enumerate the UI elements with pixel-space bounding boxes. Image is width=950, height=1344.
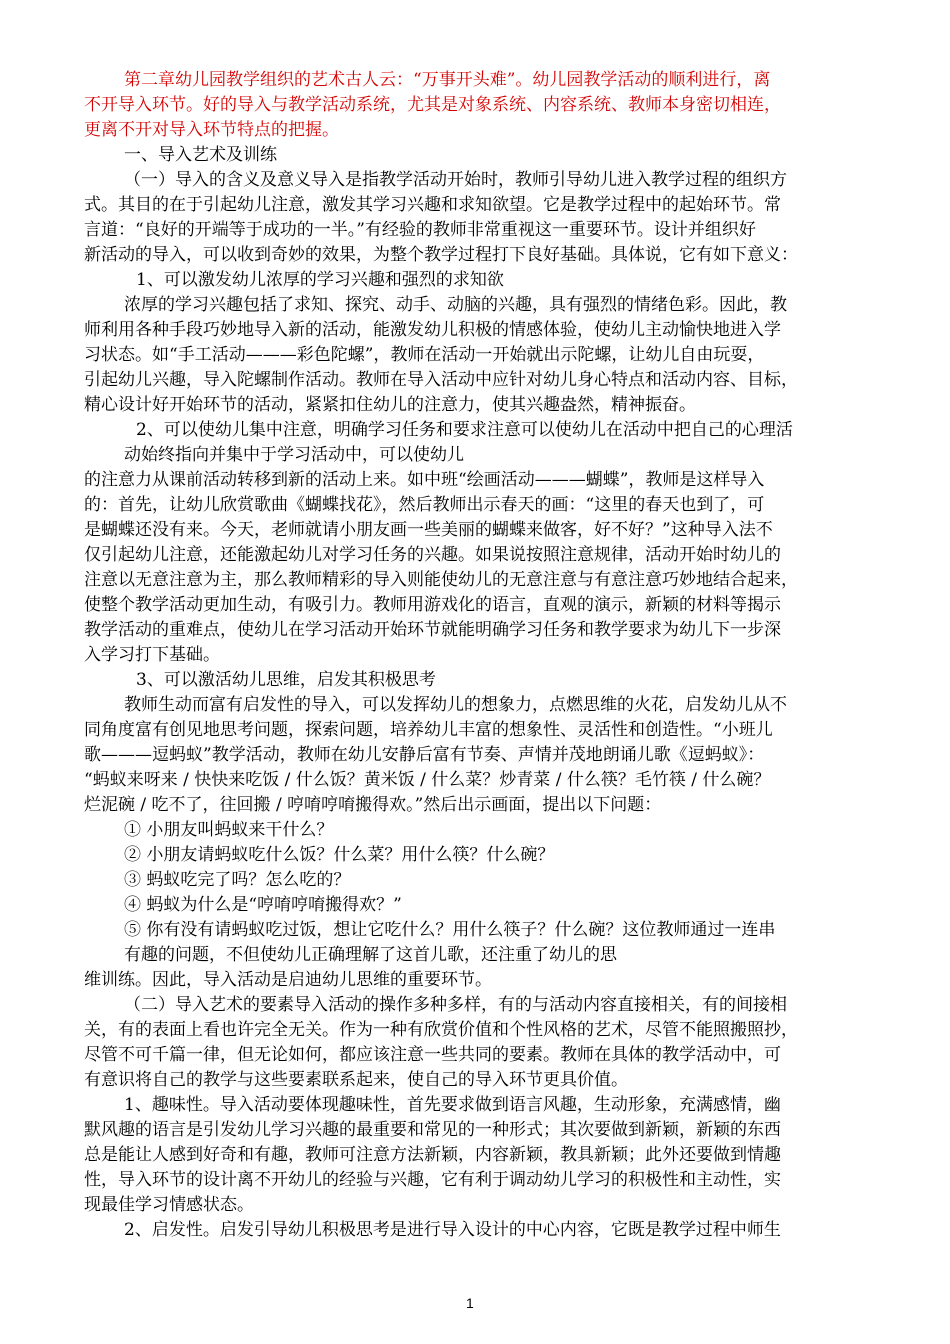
paragraph-line: 浓厚的学习兴趣包括了求知、探究、动手、动脑的兴趣，具有强烈的情绪色彩。因此，教 [124,295,787,315]
subheading: 1、可以激发幼儿浓厚的学习兴趣和强烈的求知欲 [136,270,504,290]
paragraph-line: 师利用各种手段巧妙地导入新的活动，能激发幼儿积极的情感体验，使幼儿主动愉快地进入学 [84,320,781,340]
paragraph-line: 式。其目的在于引起幼儿注意，激发其学习兴趣和求知欲望。它是教学过程中的起始环节。常 [84,195,781,215]
paragraph-line: 尽管不可千篇一律，但无论如何，都应该注意一些共同的要素。教师在具体的教学活动中，可 [84,1045,781,1065]
paragraph-line: 2、启发性。启发引导幼儿积极思考是进行导入设计的中心内容，它既是教学过程中师生 [124,1220,781,1240]
list-item: ⑤ 你有没有请蚂蚁吃过饭，想让它吃什么？用什么筷子？什么碗？这位教师通过一连串 [124,920,776,940]
paragraph-line: 习状态。如“手工活动———彩色陀螺”，教师在活动一开始就出示陀螺，让幼儿自由玩耍， [84,345,765,365]
paragraph-line: 注意以无意注意为主，那么教师精彩的导入则能使幼儿的无意注意与有意注意巧妙地结合起来， [84,570,798,590]
paragraph-line: 有意识将自己的教学与这些要素联系起来，使自己的导入环节更具价值。 [84,1070,628,1090]
paragraph-line: 烂泥碗 / 吃不了，往回搬 / 哼唷哼唷搬得欢。”然后出示画面，提出以下问题： [84,795,662,815]
subheading: 3、可以激活幼儿思维，启发其积极思考 [136,670,436,690]
paragraph-line: 同角度富有创见地思考问题，探索问题，培养幼儿丰富的想象性、灵活性和创造性。“小班儿 [84,720,773,740]
paragraph-line: （一）导入的含义及意义导入是指教学活动开始时，教师引导幼儿进入教学过程的组织方 [124,170,787,190]
list-item: ④ 蚂蚁为什么是“哼唷哼唷搬得欢？” [124,895,402,915]
paragraph-line: 入学习打下基础。 [84,645,220,665]
paragraph-line: 总是能让人感到好奇和有趣，教师可注意方法新颖，内容新颖，教具新颖；此外还要做到情趣 [84,1145,781,1165]
paragraph-line: 的注意力从课前活动转移到新的活动上来。如中班“绘画活动———蝴蝶”，教师是这样导入 [84,470,765,490]
subheading: 2、可以使幼儿集中注意，明确学习任务和要求注意可以使幼儿在活动中把自己的心理活 [136,420,793,440]
paragraph-line: 关，有的表面上看也许完全无关。作为一种有欣赏价值和个性风格的艺术，尽管不能照搬照抄， [84,1020,798,1040]
paragraph-line: 性，导入环节的设计离不开幼儿的经验与兴趣，它有利于调动幼儿学习的积极性和主动性，实 [84,1170,781,1190]
paragraph-line: “蚂蚁来呀来 / 快快来吃饭 / 什么饭？黄米饭 / 什么菜？炒青菜 / 什么筷？毛竹筷 / 什么碗？ [84,770,771,790]
paragraph-line: 引起幼儿兴趣，导入陀螺制作活动。教师在导入活动中应针对幼儿身心特点和活动内容、目标， [84,370,798,390]
paragraph-line: 有趣的问题，不但使幼儿正确理解了这首儿歌，还注重了幼儿的思 [124,945,617,965]
paragraph-line: 教师生动而富有启发性的导入，可以发挥幼儿的想象力，点燃思维的火花，启发幼儿从不 [124,695,787,715]
paragraph-line: 言道：“良好的开端等于成功的一半。”有经验的教师非常重视这一重要环节。设计并组织好 [84,220,756,240]
paragraph-line: 默风趣的语言是引发幼儿学习兴趣的最重要和常见的一种形式；其次要做到新颖，新颖的东西 [84,1120,781,1140]
paragraph-line: 使整个教学活动更加生动，有吸引力。教师用游戏化的语言，直观的演示，新颖的材料等揭示 [84,595,781,615]
paragraph-line: 精心设计好开始环节的活动，紧紧扣住幼儿的注意力，使其兴趣盎然，精神振奋。 [84,395,696,415]
paragraph-line: 现最佳学习情感状态。 [84,1195,254,1215]
paragraph-line: 更离不开对导入环节特点的把握。 [84,120,339,140]
page-number: 1 [466,1295,474,1311]
section-heading: 一、导入艺术及训练 [124,145,277,165]
paragraph-line: 1、趣味性。导入活动要体现趣味性，首先要求做到语言风趣，生动形象，充满感情，幽 [124,1095,781,1115]
paragraph-line: 是蝴蝶还没有来。今天，老师就请小朋友画一些美丽的蝴蝶来做客，好不好？”这种导入法不 [84,520,773,540]
paragraph-line: 第二章幼儿园教学组织的艺术古人云：“万事开头难”。幼儿园教学活动的顺利进行，离 [124,70,771,90]
paragraph-line: 的：首先，让幼儿欣赏歌曲《蝴蝶找花》，然后教师出示春天的画：“这里的春天也到了，可 [84,495,765,515]
paragraph-line: 不开导入环节。好的导入与教学活动系统，尤其是对象系统、内容系统、教师本身密切相连， [84,95,781,115]
paragraph-line: 维训练。因此，导入活动是启迪幼儿思维的重要环节。 [84,970,492,990]
paragraph-line: （二）导入艺术的要素导入活动的操作多种多样，有的与活动内容直接相关，有的间接相 [124,995,787,1015]
paragraph-line: 动始终指向并集中于学习活动中，可以使幼儿 [124,445,464,465]
list-item: ② 小朋友请蚂蚁吃什么饭？什么菜？用什么筷？什么碗？ [124,845,555,865]
paragraph-line: 歌———逗蚂蚁”教学活动，教师在幼儿安静后富有节奏、声情并茂地朗诵儿歌《逗蚂蚁》： [84,745,765,765]
paragraph-line: 教学活动的重难点，使幼儿在学习活动开始环节就能明确学习任务和教学要求为幼儿下一步深 [84,620,781,640]
list-item: ① 小朋友叫蚂蚁来干什么？ [124,820,334,840]
paragraph-line: 新活动的导入，可以收到奇妙的效果，为整个教学过程打下良好基础。具体说，它有如下意义： [84,245,798,265]
list-item: ③ 蚂蚁吃完了吗？怎么吃的？ [124,870,351,890]
paragraph-line: 仅引起幼儿注意，还能激起幼儿对学习任务的兴趣。如果说按照注意规律，活动开始时幼儿的 [84,545,781,565]
